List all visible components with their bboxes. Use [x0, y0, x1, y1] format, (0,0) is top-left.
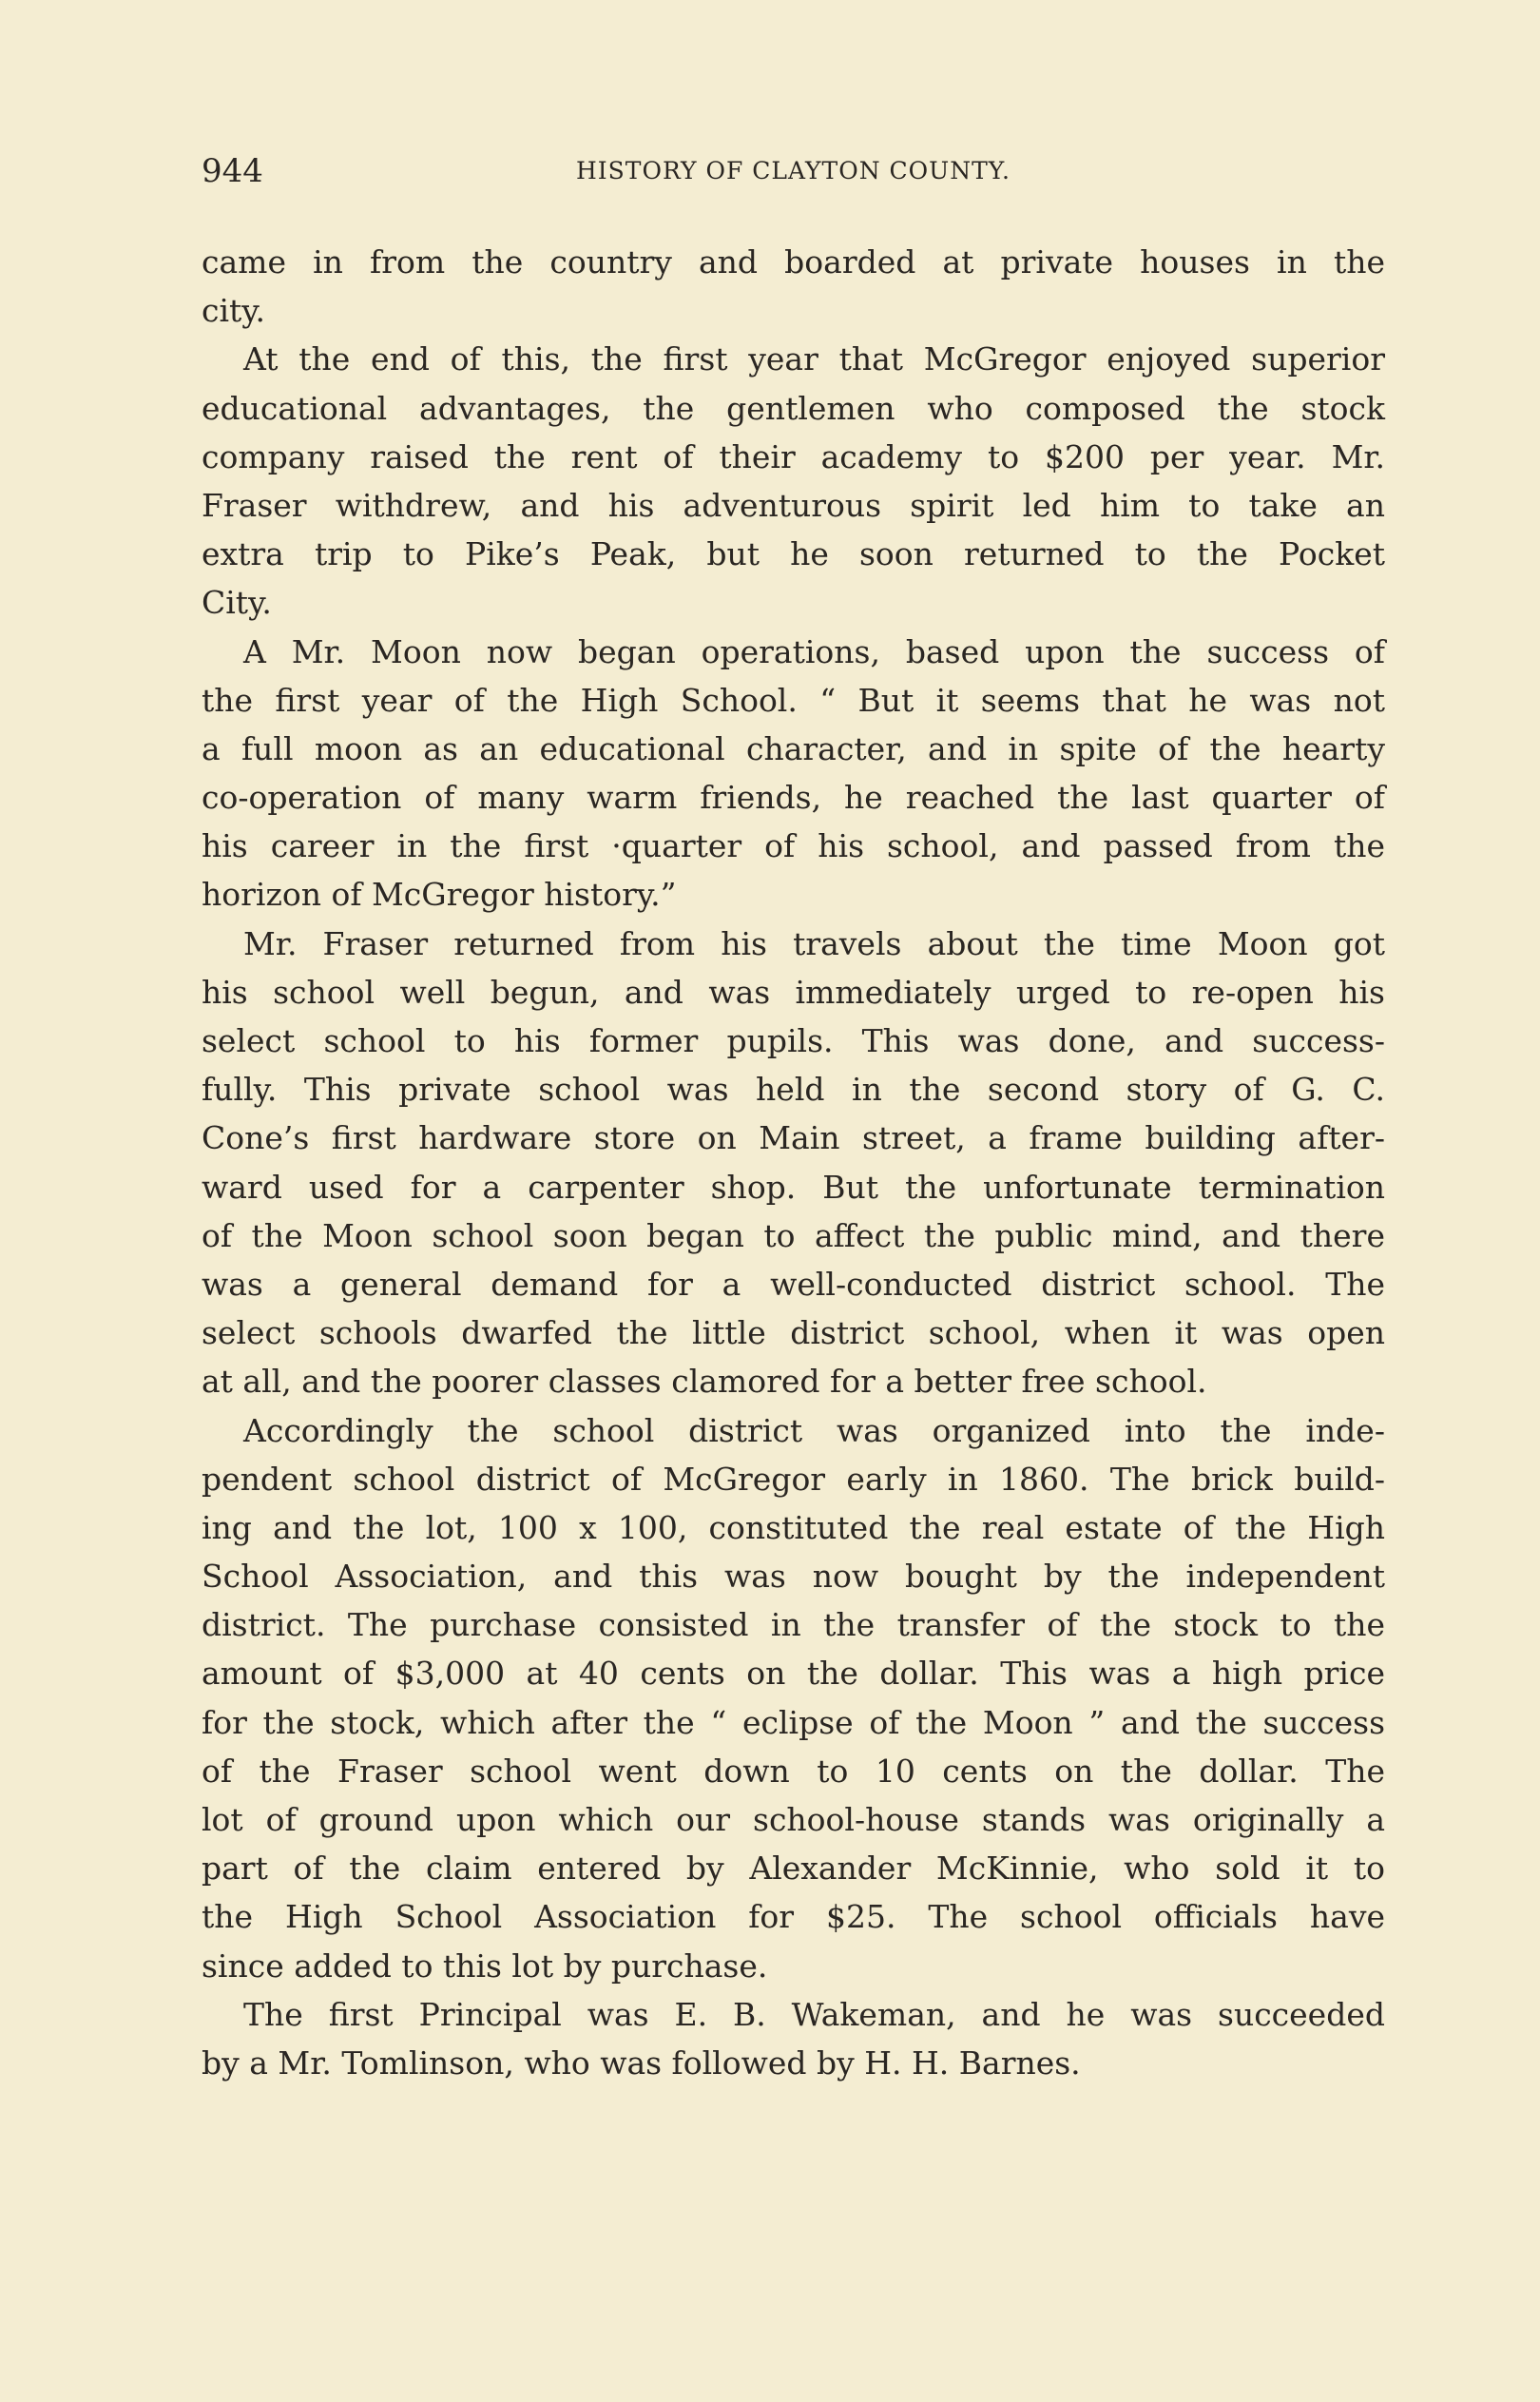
text-line: select schools dwarfed the little district school, when it was open [202, 1314, 1385, 1352]
text-line: at all, and the poorer classes clamored for a better free school. [202, 1363, 1207, 1401]
text-line: came in from the country and boarded at private houses in the [202, 243, 1385, 281]
text-line: was a general demand for a well-conducted district school. The [202, 1265, 1385, 1303]
text-line: select school to his former pupils. This was done, and success- [202, 1022, 1385, 1059]
text-line: ing and the lot, 100 x 100, constituted the real estate of the High [202, 1508, 1385, 1546]
text-line: Mr. Fraser returned from his travels about the time Moon got [243, 924, 1385, 962]
text-line: lot of ground upon which our school-house stands was originally a [202, 1801, 1385, 1838]
text-line: the first year of the High School. “ But it seems that he was not [202, 681, 1385, 719]
text-line: his career in the first ·quarter of his school, and passed from the [202, 827, 1385, 865]
text-line: extra trip to Pike’s Peak, but he soon returned to the Pocket [202, 535, 1385, 573]
text-line: city. [202, 292, 266, 330]
running-title: HISTORY OF CLAYTON COUNTY. [575, 157, 1011, 184]
body-text [202, 238, 1385, 2087]
text-line: pendent school district of McGregor early in 1860. The brick build- [202, 1460, 1385, 1498]
text-line: district. The purchase consisted in the transfer of the stock to the [202, 1606, 1385, 1644]
text-line: At the end of this, the first year that McGregor enjoyed superior [243, 340, 1385, 378]
text-line: A Mr. Moon now began operations, based upon the success of [243, 632, 1385, 670]
text-line: co-operation of many warm friends, he reached the last quarter of [202, 779, 1385, 817]
text-line: fully. This private school was held in the second story of G. C. [202, 1071, 1385, 1109]
text-line: company raised the rent of their academy to $200 per year. Mr. [202, 437, 1385, 475]
text-line: the High School Association for $25. The school officials have [202, 1898, 1385, 1936]
text-line: for the stock, which after the “ eclipse of the Moon ” and the success [202, 1703, 1385, 1741]
text-line: Accordingly the school district was organized into the inde- [243, 1411, 1385, 1449]
text-line: educational advantages, the gentlemen who composed the stock [202, 389, 1385, 427]
text-line: ward used for a carpenter shop. But the unfortunate termination [202, 1168, 1385, 1206]
text-line: Cone’s first hardware store on Main street, a frame building after- [202, 1119, 1385, 1157]
text-line: amount of $3,000 at 40 cents on the dollar. This was a high price [202, 1655, 1385, 1693]
text-line: Fraser withdrew, and his adventurous spirit led him to take an [202, 486, 1385, 524]
text-line: City. [202, 584, 272, 622]
text-line: of the Moon school soon began to affect the public mind, and there [202, 1216, 1385, 1254]
text-line: his school well begun, and was immediately urged to re-open his [202, 973, 1385, 1011]
text-line: School Association, and this was now bought by the independent [202, 1558, 1385, 1596]
text-line: by a Mr. Tomlinson, who was followed by H. H. Barnes. [202, 2044, 1081, 2082]
text-line: a full moon as an educational character, and in spite of the hearty [202, 729, 1385, 767]
text-line: part of the claim entered by Alexander McKinnie, who sold it to [202, 1850, 1385, 1888]
running-head [202, 152, 1385, 190]
text-line: of the Fraser school went down to 10 cents on the dollar. The [202, 1752, 1385, 1790]
text-line: horizon of McGregor history.” [202, 876, 677, 914]
page-number: 944 [202, 152, 263, 190]
text-line: The first Principal was E. B. Wakeman, and he was succeeded [243, 1995, 1385, 2033]
text-line: since added to this lot by purchase. [202, 1947, 768, 1985]
